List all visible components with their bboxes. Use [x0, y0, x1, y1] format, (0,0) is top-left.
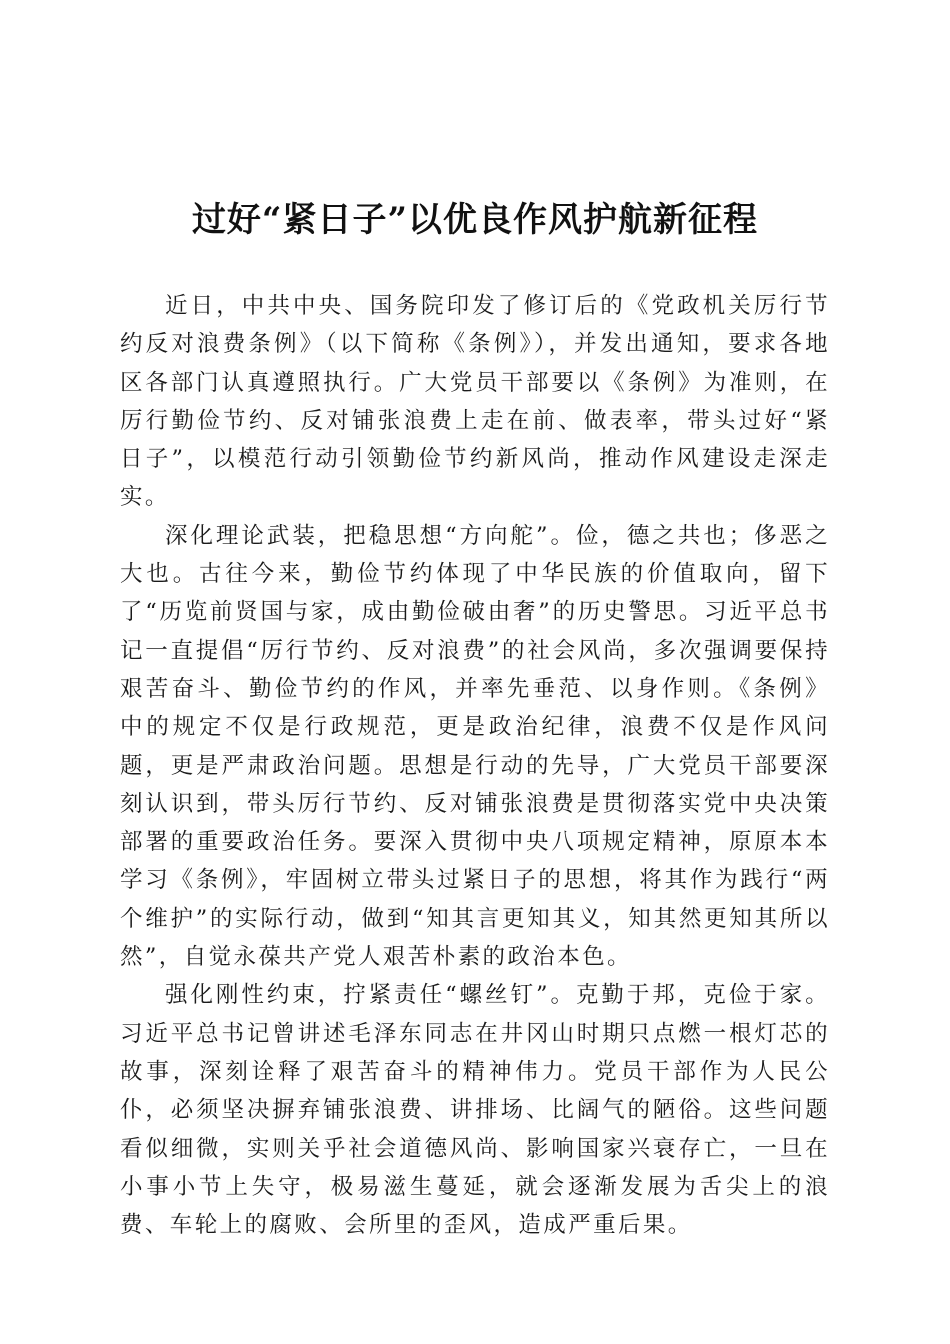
- paragraph-theory: 深化理论武装，把稳思想“方向舵”。俭，德之共也；侈恶之大也。古往今来，勤俭节约体现了中华民族的价值取向，留下了“历览前贤国与家，成由勤俭破由奢”的历史警思。习近平总书记一直提倡“厉行节约、反对浪费”的社会风尚，多次强调要保持艰苦奋斗、勤俭节约的作风，并率先垂范、以身作则。《条例》中的规定不仅是行政规范，更是政治纪律，浪费不仅是作风问题，更是严肃政治问题。思想是行动的先导，广大党员干部要深刻认识到，带头厉行节约、反对铺张浪费是贯彻落实党中央决策部署的重要政治任务。要深入贯彻中央八项规定精神，原原本本学习《条例》，牢固树立带头过紧日子的思想，将其作为践行“两个维护”的实际行动，做到“知其言更知其义，知其然更知其所以然”，自觉永葆共产党人艰苦朴素的政治本色。: [120, 522, 830, 971]
- document-body: [120, 287, 830, 1244]
- paragraph-constraint: 强化刚性约束，拧紧责任“螺丝钉”。克勤于邦，克俭于家。习近平总书记曾讲述毛泽东同志在井冈山时期只点燃一根灯芯的故事，深刻诠释了艰苦奋斗的精神伟力。党员干部作为人民公仆，必须坚决摒弃铺张浪费、讲排场、比阔气的陋俗。这些问题看似细微，实则关乎社会道德风尚、影响国家兴衰存亡，一旦在小事小节上失守，极易滋生蔓延，就会逐渐发展为舌尖上的浪费、车轮上的腐败、会所里的歪风，造成严重后果。: [120, 982, 830, 1239]
- document-title: 过好“紧日子”以优良作风护航新征程: [191, 200, 759, 240]
- paragraph-intro: 近日，中共中央、国务院印发了修订后的《党政机关厉行节约反对浪费条例》（以下简称《条例》），并发出通知，要求各地区各部门认真遵照执行。广大党员干部要以《条例》为准则，在厉行勤俭节约、反对铺张浪费上走在前、做表率，带头过好“紧日子”，以模范行动引领勤俭节约新风尚，推动作风建设走深走实。: [120, 293, 830, 511]
